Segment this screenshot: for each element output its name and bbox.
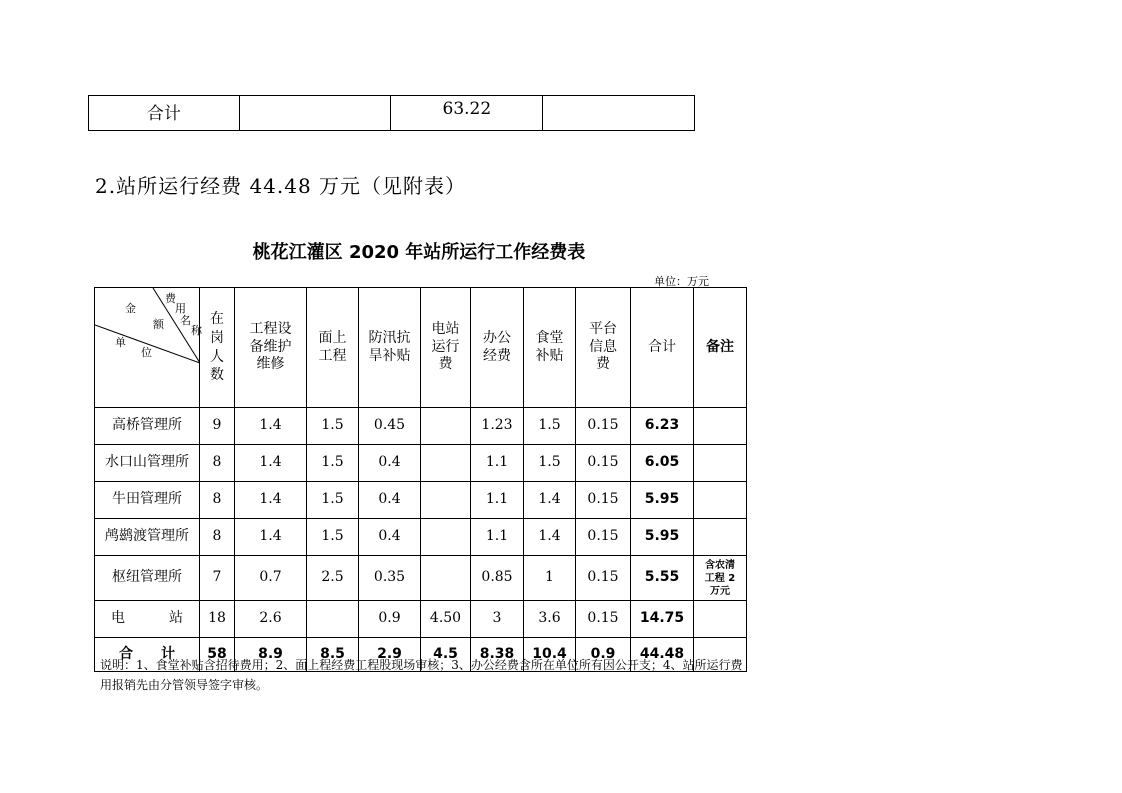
cell-maint: 0.7 [235, 556, 307, 601]
row-name: 电 站 [95, 601, 200, 638]
cell-staff: 18 [200, 601, 235, 638]
cell-surface: 1.5 [307, 408, 359, 445]
cell-remark [694, 601, 747, 638]
cell-flood: 0.9 [359, 601, 421, 638]
cell-power [421, 519, 471, 556]
cell-canteen: 1.5 [524, 445, 576, 482]
table-row [95, 482, 747, 519]
cell-office: 1.1 [471, 445, 524, 482]
cell-remark [694, 519, 747, 556]
header-maintenance: 工程设 备维护 维修 [235, 288, 307, 408]
cell-platform: 0.15 [576, 408, 631, 445]
cell-total: 5.95 [631, 519, 694, 556]
cell-platform: 0.15 [576, 445, 631, 482]
row-name: 高桥管理所 [95, 408, 200, 445]
row-name: 水口山管理所 [95, 445, 200, 482]
cell-staff: 7 [200, 556, 235, 601]
header-canteen: 食堂 补贴 [524, 288, 576, 408]
cell-office: 3 [471, 601, 524, 638]
cell-power [421, 556, 471, 601]
cell-power [421, 482, 471, 519]
cell-maint: 1.4 [235, 482, 307, 519]
cell-remark [694, 445, 747, 482]
table-note: 说明：1、食堂补贴含招待费用；2、面上程经费工程股现场审核；3、办公经费含所在单位所有因公开支；4、站所运行费用报销先由分管领导签字审核。 [100, 658, 743, 692]
cell-platform: 0.15 [576, 556, 631, 601]
cell-remark [694, 408, 747, 445]
cell-total: 14.75 [631, 601, 694, 638]
section-heading: 2.站所运行经费 44.48 万元（见附表） [95, 174, 467, 198]
cell-maint: 2.6 [235, 601, 307, 638]
cell-total: 6.23 [631, 408, 694, 445]
cell-flood: 0.4 [359, 482, 421, 519]
summary-value: 63.22 [391, 96, 543, 131]
cell-surface: 2.5 [307, 556, 359, 601]
summary-table [88, 95, 695, 131]
header-platform: 平台 信息 费 [576, 288, 631, 408]
cell-maint: 1.4 [235, 445, 307, 482]
table-row [95, 556, 747, 601]
cell-total: 5.55 [631, 556, 694, 601]
diagonal-header-cell [95, 288, 200, 408]
table-row [95, 519, 747, 556]
cell-platform: 0.9 [576, 638, 631, 672]
cell-power: 4.5 [421, 638, 471, 672]
cell-maint: 8.9 [235, 638, 307, 672]
cell-flood: 2.9 [359, 638, 421, 672]
cell-total: 5.95 [631, 482, 694, 519]
cell-surface: 1.5 [307, 445, 359, 482]
header-power: 电站 运行 费 [421, 288, 471, 408]
cell-staff: 8 [200, 519, 235, 556]
row-name: 枢纽管理所 [95, 556, 200, 601]
summary-empty-cell [543, 96, 695, 131]
cell-canteen: 1 [524, 556, 576, 601]
cell-surface: 1.5 [307, 482, 359, 519]
cell-maint: 1.4 [235, 408, 307, 445]
diag-label: 用 [175, 302, 186, 315]
header-surface: 面上 工程 [307, 288, 359, 408]
cell-power [421, 445, 471, 482]
cell-surface: 8.5 [307, 638, 359, 672]
cell-flood: 0.4 [359, 445, 421, 482]
cell-canteen: 1.5 [524, 408, 576, 445]
cell-remark: 含农清 工程 2 万元 [694, 556, 747, 601]
cell-canteen: 1.4 [524, 519, 576, 556]
table-row [95, 601, 747, 638]
row-name: 牛田管理所 [95, 482, 200, 519]
cell-staff: 58 [200, 638, 235, 672]
cell-platform: 0.15 [576, 601, 631, 638]
diag-label: 金 [125, 302, 136, 315]
cell-flood: 0.35 [359, 556, 421, 601]
cell-flood: 0.45 [359, 408, 421, 445]
cell-canteen: 1.4 [524, 482, 576, 519]
cell-flood: 0.4 [359, 519, 421, 556]
summary-label: 合计 [89, 96, 240, 131]
diag-label: 名 [180, 314, 191, 327]
row-name: 鸬鹚渡管理所 [95, 519, 200, 556]
cell-surface: 1.5 [307, 519, 359, 556]
table-title: 桃花江灌区 2020 年站所运行工作经费表 [252, 242, 586, 263]
summary-empty-cell [239, 96, 391, 131]
header-row [95, 288, 747, 408]
cell-office: 8.38 [471, 638, 524, 672]
table-row [95, 408, 747, 445]
cell-power: 4.50 [421, 601, 471, 638]
cell-canteen: 3.6 [524, 601, 576, 638]
cell-office: 1.23 [471, 408, 524, 445]
row-name: 合 计 [95, 638, 200, 672]
cell-staff: 9 [200, 408, 235, 445]
cell-office: 1.1 [471, 519, 524, 556]
cell-power [421, 408, 471, 445]
header-remarks: 备注 [694, 288, 747, 408]
diag-label: 额 [153, 318, 164, 331]
cell-staff: 8 [200, 445, 235, 482]
header-office: 办公 经费 [471, 288, 524, 408]
expense-table [94, 287, 747, 672]
diag-label: 费 [165, 292, 176, 305]
cell-canteen: 10.4 [524, 638, 576, 672]
diag-label: 称 [191, 324, 202, 337]
cell-office: 1.1 [471, 482, 524, 519]
cell-platform: 0.15 [576, 482, 631, 519]
cell-remark [694, 482, 747, 519]
cell-surface [307, 601, 359, 638]
cell-maint: 1.4 [235, 519, 307, 556]
cell-staff: 8 [200, 482, 235, 519]
summary-row [89, 96, 695, 131]
unit-label: 单位：万元 [654, 275, 709, 288]
cell-total: 44.48 [631, 638, 694, 672]
cell-office: 0.85 [471, 556, 524, 601]
table-row [95, 445, 747, 482]
header-staff: 在岗人数 [200, 288, 235, 408]
cell-platform: 0.15 [576, 519, 631, 556]
cell-total: 6.05 [631, 445, 694, 482]
diag-label: 单 [115, 336, 126, 349]
diag-label: 位 [141, 346, 152, 359]
header-flood: 防汛抗 旱补贴 [359, 288, 421, 408]
header-total: 合计 [631, 288, 694, 408]
